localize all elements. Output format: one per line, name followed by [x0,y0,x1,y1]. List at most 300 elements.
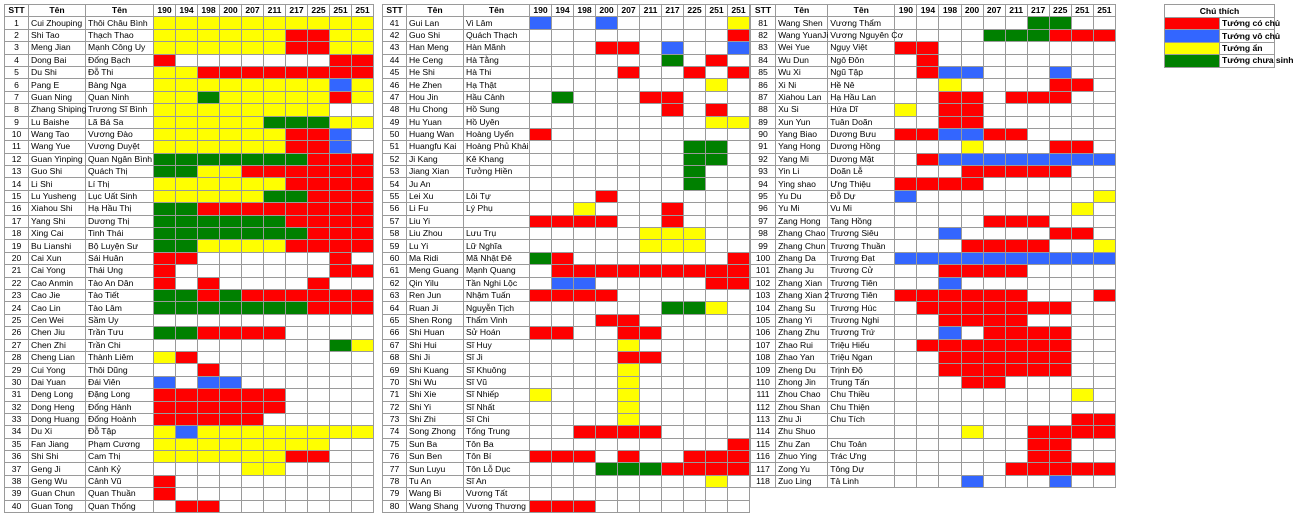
status-cell [264,463,286,475]
status-cell [983,17,1005,29]
row-number: 94 [751,178,776,190]
table-row [5,79,374,91]
status-cell [574,166,596,178]
status-cell [176,91,198,103]
status-cell [530,488,552,500]
status-cell [154,413,176,425]
name-vietnamese: Thái Ung [86,265,154,277]
status-cell [961,364,983,376]
name-vietnamese: Trương Siêu [828,228,895,240]
status-cell [1071,376,1093,388]
status-cell [684,153,706,165]
row-number: 82 [751,29,776,41]
status-cell [684,314,706,326]
name-pinyin: Dong Heng [29,401,86,413]
legend-swatch-red [1165,18,1220,30]
status-cell [618,277,640,289]
status-cell [706,228,728,240]
status-cell [917,451,939,463]
header-year: 225 [308,5,330,17]
status-cell [308,91,330,103]
status-cell [220,426,242,438]
status-cell [552,277,574,289]
table-row [383,413,750,425]
name-vietnamese: Đổng Hoành [86,413,154,425]
status-cell [176,153,198,165]
table-row [383,215,750,227]
status-cell [220,413,242,425]
status-cell [1071,128,1093,140]
status-cell [286,389,308,401]
status-cell [618,166,640,178]
status-cell [961,327,983,339]
status-cell [917,252,939,264]
status-cell [530,364,552,376]
status-cell [1027,116,1049,128]
status-cell [176,500,198,512]
status-cell [352,215,374,227]
status-cell [530,228,552,240]
status-cell [618,91,640,103]
status-cell [352,141,374,153]
legend-label-red: Tướng có chủ [1220,18,1275,30]
name-vietnamese: Hạ Hầu Thị [86,203,154,215]
status-cell [596,166,618,178]
row-number: 69 [383,364,407,376]
status-cell [728,451,750,463]
row-number: 40 [5,500,29,512]
status-cell [574,364,596,376]
status-cell [330,116,352,128]
status-cell [1027,29,1049,41]
status-cell [917,302,939,314]
status-cell [1005,438,1027,450]
status-cell [530,277,552,289]
status-cell [596,228,618,240]
status-cell [728,500,750,512]
status-cell [640,351,662,363]
status-cell [961,351,983,363]
status-cell [308,389,330,401]
status-cell [939,153,961,165]
status-cell [574,116,596,128]
status-cell [983,203,1005,215]
status-cell [574,252,596,264]
header-name-vi: Tên [828,5,895,17]
status-cell [220,190,242,202]
status-cell [198,203,220,215]
status-cell [662,178,684,190]
status-cell [176,401,198,413]
status-cell [154,79,176,91]
row-number: 26 [5,327,29,339]
name-pinyin: Liu Zhou [407,228,464,240]
status-cell [1049,401,1071,413]
status-cell [728,277,750,289]
status-cell [1093,277,1115,289]
table-row [5,128,374,140]
row-number: 110 [751,376,776,388]
status-cell [176,475,198,487]
status-cell [1071,438,1093,450]
status-cell [308,141,330,153]
row-number: 56 [383,203,407,215]
status-cell [1049,54,1071,66]
status-cell [596,29,618,41]
status-cell [530,166,552,178]
status-cell [596,190,618,202]
table-body [5,17,374,513]
status-cell [1093,265,1115,277]
status-cell [198,128,220,140]
name-vietnamese: Chu Thiều [828,389,895,401]
status-cell [154,91,176,103]
status-cell [552,265,574,277]
status-cell [198,451,220,463]
status-cell [264,351,286,363]
status-cell [574,240,596,252]
status-cell [176,79,198,91]
name-vietnamese: Hồ Uyên [464,116,530,128]
name-pinyin: Pang E [29,79,86,91]
status-cell [220,215,242,227]
status-cell [352,426,374,438]
status-cell [220,178,242,190]
status-cell [552,54,574,66]
row-number: 57 [383,215,407,227]
status-cell [1027,54,1049,66]
status-cell [917,190,939,202]
status-cell [983,215,1005,227]
status-cell [530,215,552,227]
status-cell [728,116,750,128]
name-pinyin: Wang Shang [407,500,464,512]
status-cell [530,265,552,277]
status-cell [574,203,596,215]
status-cell [1005,265,1027,277]
row-number: 61 [383,265,407,277]
table-row [751,128,1116,140]
name-pinyin: Sun Luyu [407,463,464,475]
status-cell [684,240,706,252]
status-cell [530,252,552,264]
header-stt: STT [751,5,776,17]
name-pinyin: Cai Xun [29,252,86,264]
status-cell [1071,66,1093,78]
status-cell [917,364,939,376]
status-cell [983,104,1005,116]
status-cell [1071,116,1093,128]
status-cell [662,215,684,227]
status-cell [961,265,983,277]
status-cell [330,91,352,103]
status-cell [286,104,308,116]
table-row [5,426,374,438]
status-cell [706,240,728,252]
status-cell [618,302,640,314]
row-number: 115 [751,438,776,450]
status-cell [706,166,728,178]
status-cell [596,240,618,252]
name-vietnamese: Lục Uất Sinh [86,190,154,202]
table-row [383,314,750,326]
row-number: 116 [751,451,776,463]
status-cell [352,488,374,500]
status-cell [961,438,983,450]
status-cell [154,141,176,153]
status-cell [220,116,242,128]
status-cell [684,79,706,91]
status-cell [640,29,662,41]
status-cell [895,277,917,289]
status-cell [308,116,330,128]
status-cell [352,413,374,425]
status-cell [1049,190,1071,202]
status-cell [176,141,198,153]
status-cell [264,376,286,388]
name-pinyin: Xun Yun [776,116,828,128]
row-number: 86 [751,79,776,91]
table-row [383,327,750,339]
table-row [751,54,1116,66]
row-number: 7 [5,91,29,103]
status-cell [176,389,198,401]
status-cell [552,500,574,512]
header-name-en: Tên [776,5,828,17]
status-cell [574,190,596,202]
status-cell [728,426,750,438]
status-cell [961,215,983,227]
status-cell [640,413,662,425]
status-cell [176,240,198,252]
status-cell [1049,166,1071,178]
status-cell [895,153,917,165]
status-cell [176,116,198,128]
name-vietnamese: Vương Thẩm [828,17,895,29]
name-pinyin: Sun Ba [407,438,464,450]
row-number: 51 [383,141,407,153]
status-cell [286,376,308,388]
status-cell [552,488,574,500]
status-cell [596,215,618,227]
header-year: 211 [640,5,662,17]
status-cell [242,240,264,252]
status-cell [198,401,220,413]
status-cell [983,166,1005,178]
status-cell [308,66,330,78]
status-cell [983,29,1005,41]
name-pinyin: Zhong Jin [776,376,828,388]
name-vietnamese: Vương Nguyên Cơ [828,29,895,41]
status-cell [596,426,618,438]
status-cell [895,178,917,190]
table-row [751,302,1116,314]
table-row [751,413,1116,425]
status-cell [198,426,220,438]
status-cell [574,401,596,413]
status-cell [961,128,983,140]
status-cell [640,327,662,339]
status-cell [1093,339,1115,351]
status-cell [352,240,374,252]
status-cell [352,166,374,178]
status-cell [176,488,198,500]
name-pinyin: Li Fu [407,203,464,215]
status-cell [330,104,352,116]
name-pinyin: Wang Bi [407,488,464,500]
status-cell [662,463,684,475]
name-pinyin: Cui Yong [29,364,86,376]
table-row [383,66,750,78]
status-cell [286,438,308,450]
status-cell [662,302,684,314]
status-cell [308,364,330,376]
status-cell [552,376,574,388]
name-pinyin: Guan Chun [29,488,86,500]
status-cell [1005,364,1027,376]
header-year: 198 [574,5,596,17]
status-cell [728,141,750,153]
status-cell [176,277,198,289]
status-cell [242,190,264,202]
status-cell [154,438,176,450]
status-cell [198,215,220,227]
status-cell [961,91,983,103]
row-number: 75 [383,438,407,450]
status-cell [574,351,596,363]
status-cell [1027,91,1049,103]
status-cell [198,475,220,487]
status-cell [198,141,220,153]
status-cell [684,488,706,500]
row-number: 20 [5,252,29,264]
status-cell [242,339,264,351]
row-number: 47 [383,91,407,103]
table-row [5,116,374,128]
name-pinyin: Lu Yusheng [29,190,86,202]
status-cell [1005,252,1027,264]
name-vietnamese: Tào An Dân [86,277,154,289]
status-cell [1027,451,1049,463]
status-cell [574,54,596,66]
table-row [383,228,750,240]
status-cell [939,475,961,487]
status-cell [662,29,684,41]
status-cell [574,178,596,190]
status-cell [176,339,198,351]
status-cell [1027,141,1049,153]
name-pinyin: Yu Mi [776,203,828,215]
status-cell [684,42,706,54]
status-cell [706,426,728,438]
name-pinyin: Wang Tao [29,128,86,140]
status-cell [1027,376,1049,388]
name-vietnamese: Lôi Tự [464,190,530,202]
status-cell [242,302,264,314]
status-cell [1027,166,1049,178]
table-row [751,401,1116,413]
row-number: 36 [5,451,29,463]
status-cell [286,451,308,463]
row-number: 81 [751,17,776,29]
status-cell [1049,228,1071,240]
status-cell [1093,314,1115,326]
row-number: 112 [751,401,776,413]
status-cell [176,29,198,41]
status-cell [1049,463,1071,475]
status-cell [264,203,286,215]
status-cell [264,302,286,314]
table-row [5,413,374,425]
row-number: 72 [383,401,407,413]
status-cell [662,500,684,512]
status-cell [596,203,618,215]
header-year: 207 [618,5,640,17]
table-row [383,29,750,41]
status-cell [706,289,728,301]
name-vietnamese: Quan Ngân Bình [86,153,154,165]
status-cell [154,364,176,376]
name-vietnamese: Trương Đạt [828,252,895,264]
name-pinyin: He Zhen [407,79,464,91]
name-vietnamese: Lã Bá Sa [86,116,154,128]
status-cell [1071,17,1093,29]
table-row [383,463,750,475]
status-cell [220,141,242,153]
row-number: 84 [751,54,776,66]
row-number: 22 [5,277,29,289]
status-cell [596,401,618,413]
status-cell [286,228,308,240]
status-cell [574,228,596,240]
status-cell [176,302,198,314]
status-cell [154,401,176,413]
status-cell [961,314,983,326]
status-cell [242,426,264,438]
status-cell [154,104,176,116]
status-cell [574,426,596,438]
status-cell [352,91,374,103]
status-cell [352,153,374,165]
status-cell [961,42,983,54]
status-cell [684,265,706,277]
status-cell [662,438,684,450]
status-cell [176,203,198,215]
status-cell [1049,79,1071,91]
status-cell [330,463,352,475]
status-cell [662,265,684,277]
row-number: 109 [751,364,776,376]
name-vietnamese: Sĩ Nhiếp [464,389,530,401]
status-cell [352,438,374,450]
status-cell [1027,228,1049,240]
status-cell [552,17,574,29]
status-cell [552,178,574,190]
status-cell [220,364,242,376]
status-cell [939,190,961,202]
status-cell [242,54,264,66]
status-cell [530,327,552,339]
name-vietnamese: Đỗ Tập [86,426,154,438]
status-cell [286,141,308,153]
name-pinyin: Sun Ben [407,451,464,463]
table-row [751,451,1116,463]
status-cell [706,364,728,376]
status-cell [1027,104,1049,116]
status-cell [1005,426,1027,438]
row-number: 5 [5,66,29,78]
status-cell [1093,351,1115,363]
